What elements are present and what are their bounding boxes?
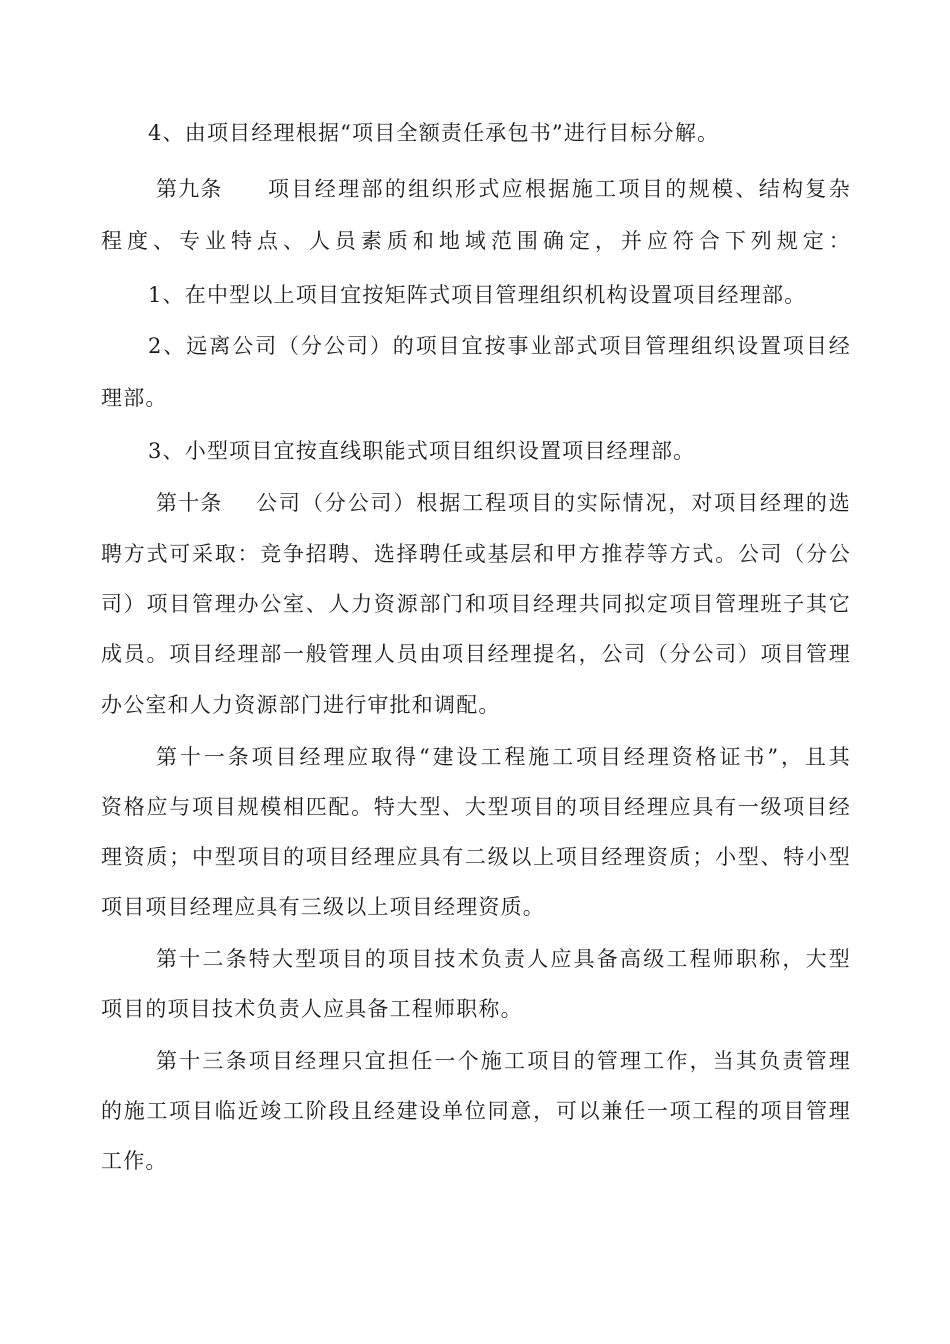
paragraph-line: 公司（分公司）根据工程项目的实际情况，对项目经理的选 [256,491,851,515]
paragraph-line: 2、远离公司（分公司）的项目宜按事业部式项目管理组织设置项目经 [148,334,851,358]
paragraph-line: 程度、专业特点、人员素质和地域范围确定，并应符合下列规定： [101,229,851,253]
paragraph-line: 成员。项目经理部一般管理人员由项目经理提名，公司（分公司）项目管理 [101,642,851,666]
paragraph-line: 工作。 [101,1149,168,1173]
paragraph-line: 办公室和人力资源部门进行审批和调配。 [101,693,501,717]
paragraph-line: 聘方式可采取：竞争招聘、选择聘任或基层和甲方推荐等方式。公司（分公 [101,542,851,566]
paragraph-line: 理部。 [101,386,168,410]
article-number: 第十条 [156,491,223,515]
paragraph-line: 1、在中型以上项目宜按矩阵式项目管理组织机构设置项目经理部。 [148,283,807,307]
paragraph-line: 的施工项目临近竣工阶段且经建设单位同意，可以兼任一项工程的项目管理 [101,1099,851,1123]
paragraph-line: 理资质；中型项目的项目经理应具有二级以上项目经理资质；小型、特小型 [101,845,851,869]
paragraph-line: 4、由项目经理根据“项目全额责任承包书”进行目标分解。 [148,121,720,145]
paragraph-line: 3、小型项目宜按直线职能式项目组织设置项目经理部。 [148,439,696,463]
paragraph-line: 司）项目管理办公室、人力资源部门和项目经理共同拟定项目管理班子其它 [101,592,851,616]
paragraph-line: 第十一条项目经理应取得“建设工程施工项目经理资格证书”，且其 [156,745,851,769]
paragraph-line: 第十三条项目经理只宜担任一个施工项目的管理工作，当其负责管理 [156,1049,851,1073]
article-number: 第九条 [156,177,223,201]
paragraph-line: 项目项目经理应具有三级以上项目经理资质。 [101,895,545,919]
paragraph-line: 资格应与项目规模相匹配。特大型、大型项目的项目经理应具有一级项目经 [101,795,851,819]
paragraph-line: 第十二条特大型项目的项目技术负责人应具备高级工程师职称，大型 [156,947,851,971]
paragraph-line: 项目经理部的组织形式应根据施工项目的规模、结构复杂 [268,177,851,201]
paragraph-line: 项目的项目技术负责人应具备工程师职称。 [101,997,523,1021]
